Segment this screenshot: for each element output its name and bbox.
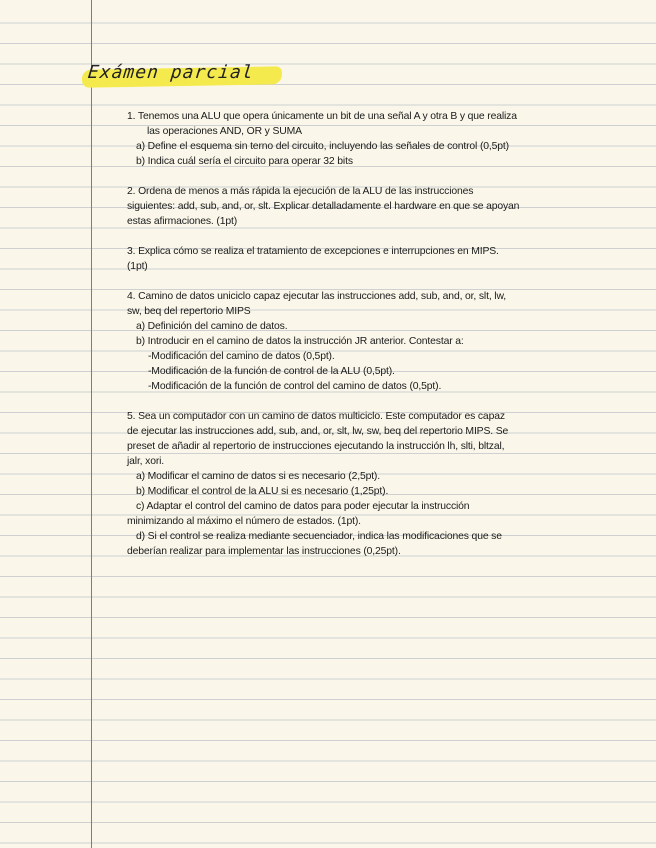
question-text: 5. Sea un computador con un camino de datos multiciclo. Este computador es capaz (127, 411, 505, 422)
sub-item: -Modificación del camino de datos (0,5pt). (148, 351, 335, 362)
question-3 (127, 244, 627, 274)
question-text: (1pt) (127, 261, 148, 272)
question-text: 1. Tenemos una ALU que opera únicamente un bit de una señal A y otra B y que realiza (127, 111, 517, 122)
question-text: las operaciones AND, OR y SUMA (147, 126, 302, 137)
sub-question: a) Definición del camino de datos. (136, 321, 288, 332)
sub-question: d) Si el control se realiza mediante secuenciador, indica las modificaciones que se (136, 531, 502, 542)
question-text: estas afirmaciones. (1pt) (127, 216, 238, 227)
sub-question: c) Adaptar el control del camino de datos para poder ejecutar la instrucción (136, 501, 470, 512)
title-block (88, 62, 254, 83)
sub-item: -Modificación de la función de control del camino de datos (0,5pt). (148, 381, 442, 392)
question-text: preset de añadir al repertorio de instrucciones ejecutando la instrucción lh, slti, bltzal, (127, 441, 505, 452)
sub-question: b) Modificar el control de la ALU si es necesario (1,25pt). (136, 486, 389, 497)
sub-question: b) Indica cuál sería el circuito para operar 32 bits (136, 156, 353, 167)
sub-question: b) Introducir en el camino de datos la instrucción JR anterior. Contestar a: (136, 336, 464, 347)
question-text: siguientes: add, sub, and, or, slt. Explicar detalladamente el hardware en que se apoyan (127, 201, 520, 212)
question-text: jalr, xori. (127, 456, 165, 467)
page-title: Exámen parcial (86, 62, 255, 83)
question-1 (127, 109, 627, 169)
question-text: 3. Explica cómo se realiza el tratamiento de excepciones e interrupciones en MIPS. (127, 246, 499, 257)
sub-question: a) Modificar el camino de datos si es necesario (2,5pt). (136, 471, 380, 482)
margin-line (91, 0, 92, 848)
sub-question-continuation: deberían realizar para implementar las instrucciones (0,25pt). (127, 546, 401, 557)
sub-item: -Modificación de la función de control de la ALU (0,5pt). (148, 366, 395, 377)
question-5 (127, 409, 627, 559)
question-text: 2. Ordena de menos a más rápida la ejecución de la ALU de las instrucciones (127, 186, 474, 197)
question-text: de ejecutar las instrucciones add, sub, and, or, slt, lw, sw, beq del repertorio MIPS. Se (127, 426, 509, 437)
question-text: sw, beq del repertorio MIPS (127, 306, 251, 317)
exam-questions (127, 109, 627, 559)
sub-question-continuation: minimizando al máximo el número de estados. (1pt). (127, 516, 361, 527)
sub-question: a) Define el esquema sin terno del circuito, incluyendo las señales de control (0,5pt) (136, 141, 509, 152)
question-text: 4. Camino de datos uniciclo capaz ejecutar las instrucciones add, sub, and, or, slt, lw, (127, 291, 506, 302)
question-2 (127, 184, 627, 229)
question-4 (127, 289, 627, 394)
